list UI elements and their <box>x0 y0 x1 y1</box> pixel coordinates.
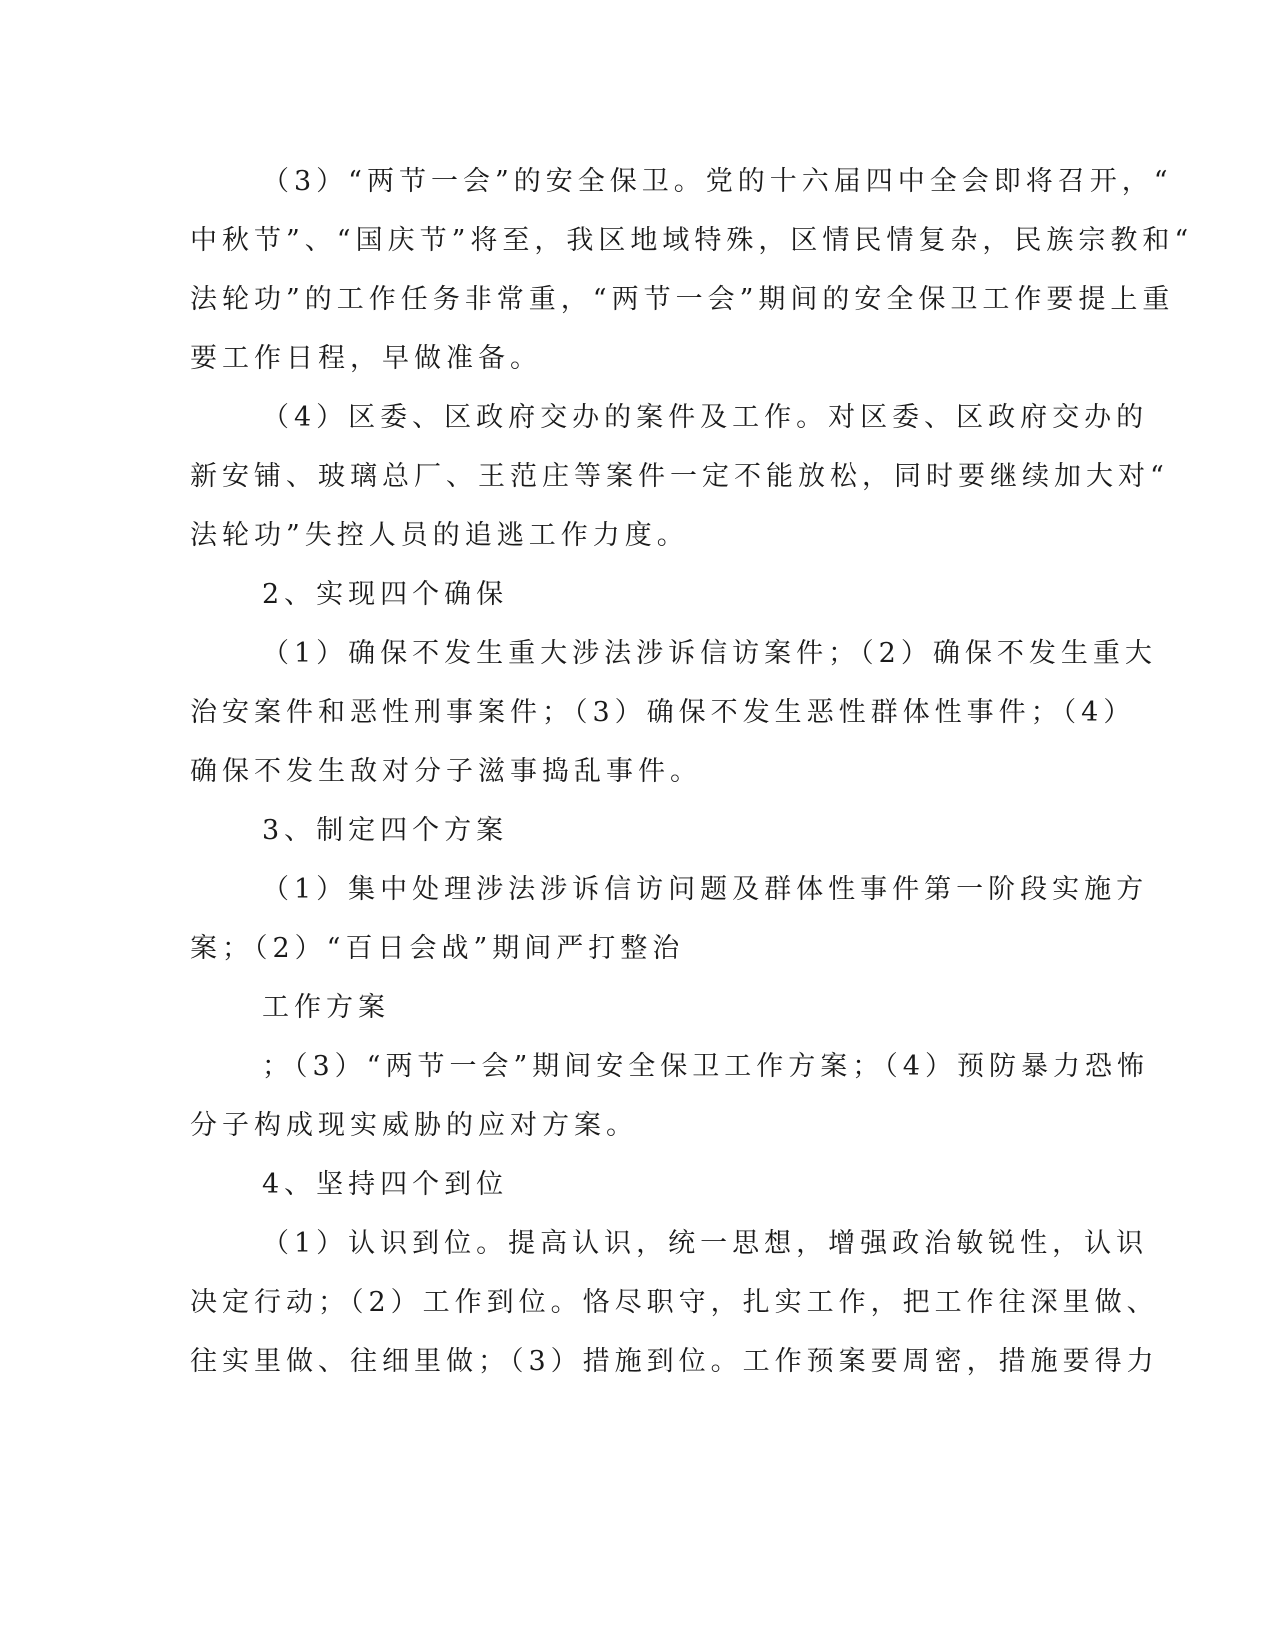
paragraph-line: 工作方案 <box>262 992 390 1023</box>
paragraph-line: （4）区委、区政府交办的案件及工作。对区委、区政府交办的 <box>262 402 1149 433</box>
section-heading: 3、制定四个方案 <box>262 815 509 846</box>
paragraph-line: ；（3）“两节一会”期间安全保卫工作方案；（4）预防暴力恐怖 <box>262 1051 1149 1082</box>
paragraph-line: 法轮功”的工作任务非常重，“两节一会”期间的安全保卫工作要提上重 <box>190 284 1175 315</box>
paragraph-line: 案；（2）“百日会战”期间严打整治 <box>190 933 685 964</box>
paragraph-line: 分子构成现实威胁的应对方案。 <box>190 1110 638 1141</box>
paragraph-line: （1）集中处理涉法涉诉信访问题及群体性事件第一阶段实施方 <box>262 874 1149 905</box>
paragraph-line: 中秋节”、“国庆节”将至，我区地域特殊，区情民情复杂，民族宗教和“ <box>190 225 1194 256</box>
paragraph-line: 决定行动；（2）工作到位。恪尽职守，扎实工作，把工作往深里做、 <box>190 1287 1159 1318</box>
paragraph-line: （1）确保不发生重大涉法涉诉信访案件；（2）确保不发生重大 <box>262 638 1157 669</box>
paragraph-line: 往实里做、往细里做；（3）措施到位。工作预案要周密，措施要得力 <box>190 1346 1159 1377</box>
paragraph-line: 确保不发生敌对分子滋事捣乱事件。 <box>190 756 702 787</box>
paragraph-line: 要工作日程，早做准备。 <box>190 343 542 374</box>
section-heading: 4、坚持四个到位 <box>262 1169 509 1200</box>
paragraph-line: 新安铺、玻璃总厂、王范庄等案件一定不能放松，同时要继续加大对“ <box>190 461 1169 492</box>
paragraph-line: 法轮功”失控人员的追逃工作力度。 <box>190 520 689 551</box>
paragraph-line: （3）“两节一会”的安全保卫。党的十六届四中全会即将召开，“ <box>262 166 1173 197</box>
paragraph-line: 治安案件和恶性刑事案件；（3）确保不发生恶性群体性事件；（4） <box>190 697 1136 728</box>
section-heading: 2、实现四个确保 <box>262 579 509 610</box>
paragraph-line: （1）认识到位。提高认识，统一思想，增强政治敏锐性，认识 <box>262 1228 1149 1259</box>
